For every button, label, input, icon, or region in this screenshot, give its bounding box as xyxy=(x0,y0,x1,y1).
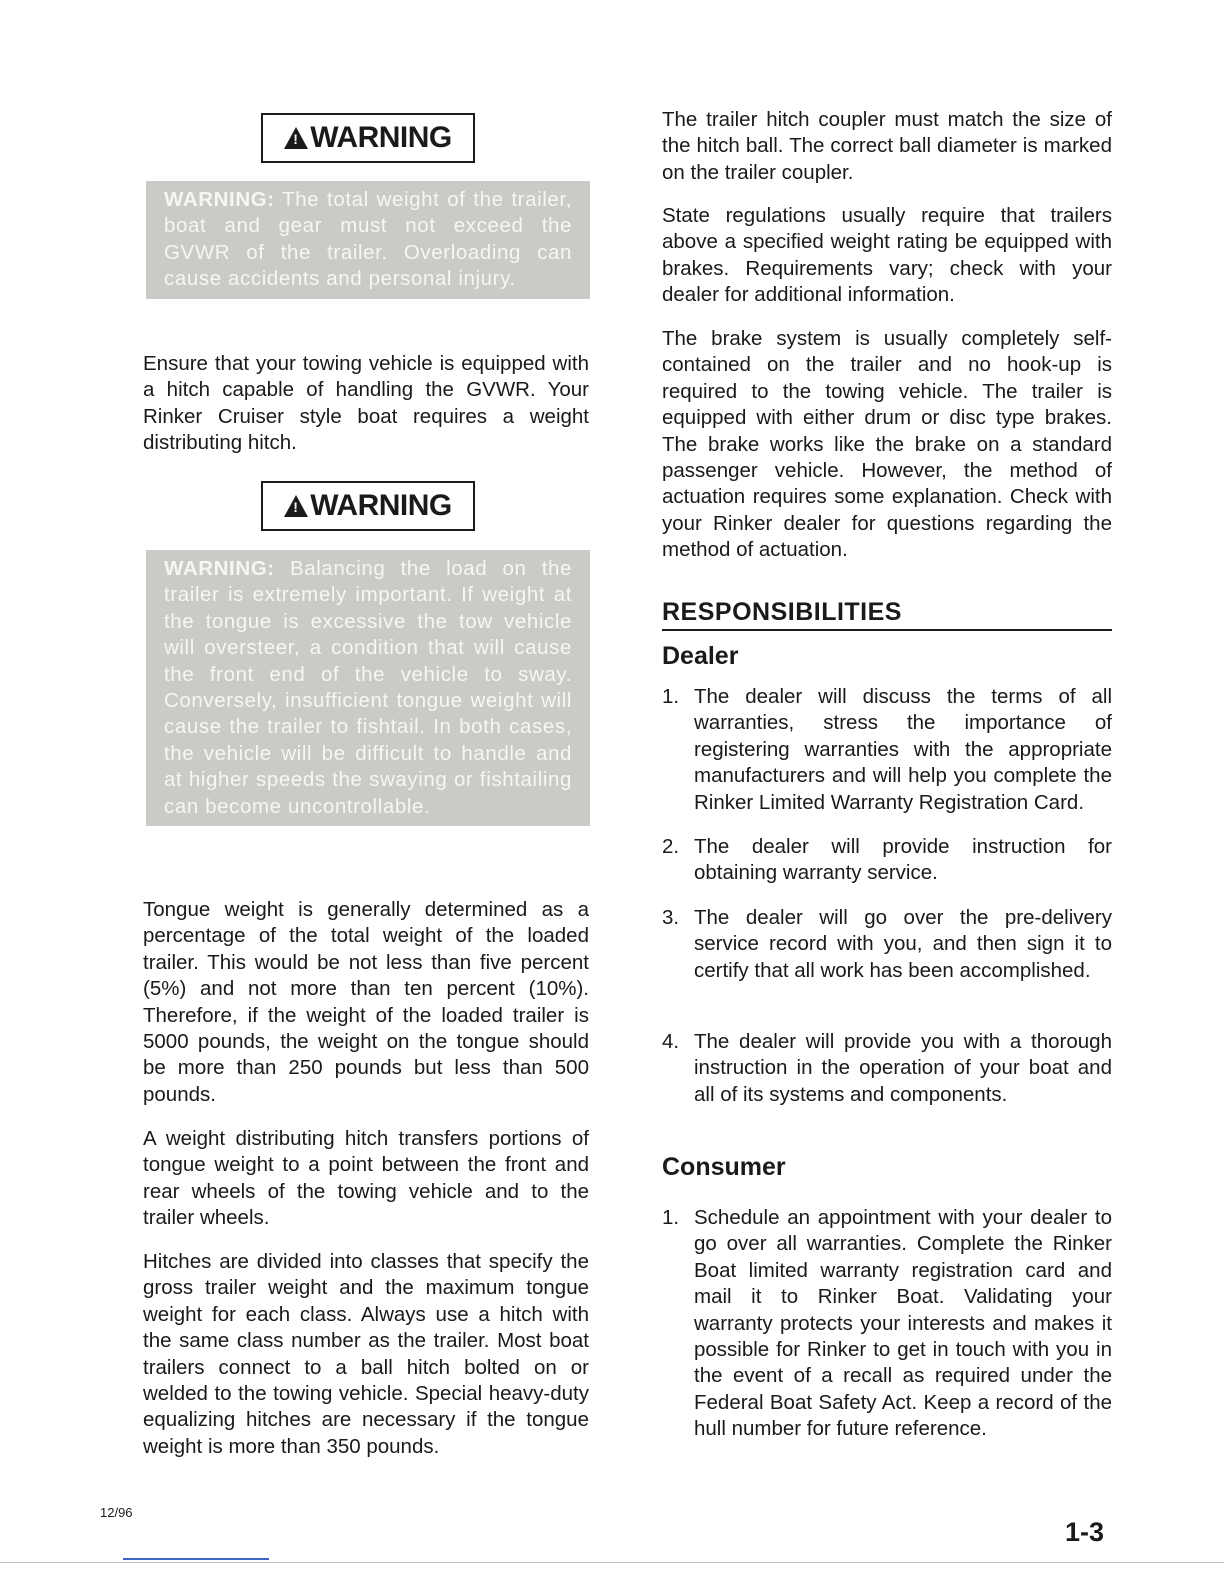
dealer-list-item-4 xyxy=(662,1029,1112,1108)
warning-title-1: ! WARNING xyxy=(261,113,475,163)
paragraph-distributing-hitch: A weight distributing hitch transfers portions of tongue weight to a point between the front and rear wheels of the towing vehicle and to the trailer wheels. xyxy=(143,1127,589,1230)
list-text: The dealer will discuss the terms of all warranties, stress the importance of registering warranties with the appropriate manufacturers and will help you complete the Rinker Limited Warranty Registration Card. xyxy=(694,685,1112,814)
paragraph-coupler: The trailer hitch coupler must match the size of the hitch ball. The correct ball diameter is marked on the trailer coupler. xyxy=(662,108,1112,184)
warning-triangle-icon xyxy=(284,495,308,517)
dealer-list-item-1 xyxy=(662,684,1112,816)
subsection-title-dealer: Dealer xyxy=(662,642,739,670)
list-number: 3. xyxy=(662,906,680,929)
warning-label: WARNING: xyxy=(164,557,275,580)
paragraph-tongue-weight: Tongue weight is generally determined as a percentage of the total weight of the loaded trailer. This would be not less than five percent (5%) and not more than ten percent (10%). Therefore, if the weight of the loaded trailer is 5000 pounds, the weight on the tongue should be more than 250 pounds but less than 500 pounds. xyxy=(143,898,589,1106)
paragraph-hitch-capacity: Ensure that your towing vehicle is equipped with a hitch capable of handling the GVWR. Your Rinker Cruiser style boat requires a weight distributing hitch. xyxy=(143,352,589,455)
warning-box-2 xyxy=(146,550,590,826)
consumer-list-item-1 xyxy=(662,1205,1112,1443)
warning-triangle-icon xyxy=(284,127,308,149)
dealer-list-item-3 xyxy=(662,905,1112,984)
footer-date: 12/96 xyxy=(100,1505,133,1520)
bottom-edge-mark xyxy=(123,1558,269,1560)
paragraph-hitch-classes: Hitches are divided into classes that specify the gross trailer weight and the maximum tongue weight for each class. Always use a hitch with the same class number as the trailer. Most boat trailers connect to a ball hitch bolted on or welded to the towing vehicle. Special heavy-duty equalizing hitches are necessary if the tongue weight is more than 350 pounds. xyxy=(143,1250,589,1458)
page-number: 1-3 xyxy=(1065,1517,1105,1547)
paragraph-brakes-regulations: State regulations usually require that trailers above a specified weight rating be equipped with brakes. Requirements vary; check with your dealer for additional information. xyxy=(662,204,1112,307)
dealer-list-item-2 xyxy=(662,834,1112,887)
subsection-title-consumer: Consumer xyxy=(662,1153,786,1181)
warning-text: The total weight of the trailer, boat and gear must not exceed the GVWR of the trailer. Overloading can cause accidents and personal injury. xyxy=(164,188,572,291)
list-text: Schedule an appointment with your dealer to go over all warranties. Complete the Rinker Boat limited warranty registration card and mail it to Rinker Boat. Validating your warranty protects your interests and makes it possible for Rinker to get in touch with you in the event of a recall as required under the Federal Boat Safety Act. Keep a record of the hull number for future reference. xyxy=(694,1206,1112,1441)
list-number: 1. xyxy=(662,1206,680,1229)
list-number: 4. xyxy=(662,1030,680,1053)
list-text: The dealer will provide you with a thorough instruction in the operation of your boat and all of its systems and components. xyxy=(694,1030,1112,1106)
warning-title-2: ! WARNING xyxy=(261,481,475,531)
warning-text: Balancing the load on the trailer is extremely important. If weight at the tongue is excessive the tow vehicle will oversteer, a condition that will cause the front end of the vehicle to sway. Conversely, insufficient tongue weight will cause the trailer to fishtail. In both cases, the vehicle will be difficult to handle and at higher speeds the swaying or fishtailing can become uncontrollable. xyxy=(164,557,572,818)
list-text: The dealer will go over the pre-delivery service record with you, and then sign it to certify that all work has been accomplished. xyxy=(694,906,1112,982)
section-title-responsibilities: RESPONSIBILITIES xyxy=(662,598,1112,631)
warning-label: WARNING: xyxy=(164,188,275,211)
list-number: 2. xyxy=(662,835,680,858)
list-number: 1. xyxy=(662,685,680,708)
list-text: The dealer will provide instruction for obtaining warranty service. xyxy=(694,835,1112,885)
paragraph-brake-system: The brake system is usually completely self-contained on the trailer and no hook-up is required to the towing vehicle. The trailer is equipped with either drum or disc type brakes. The brake works like the brake on a standard passenger vehicle. However, the method of actuation requires some explanation. Check with your Rinker dealer for questions regarding the method of actuation. xyxy=(662,327,1112,562)
bottom-rule xyxy=(0,1562,1224,1563)
warning-box-1 xyxy=(146,181,590,299)
